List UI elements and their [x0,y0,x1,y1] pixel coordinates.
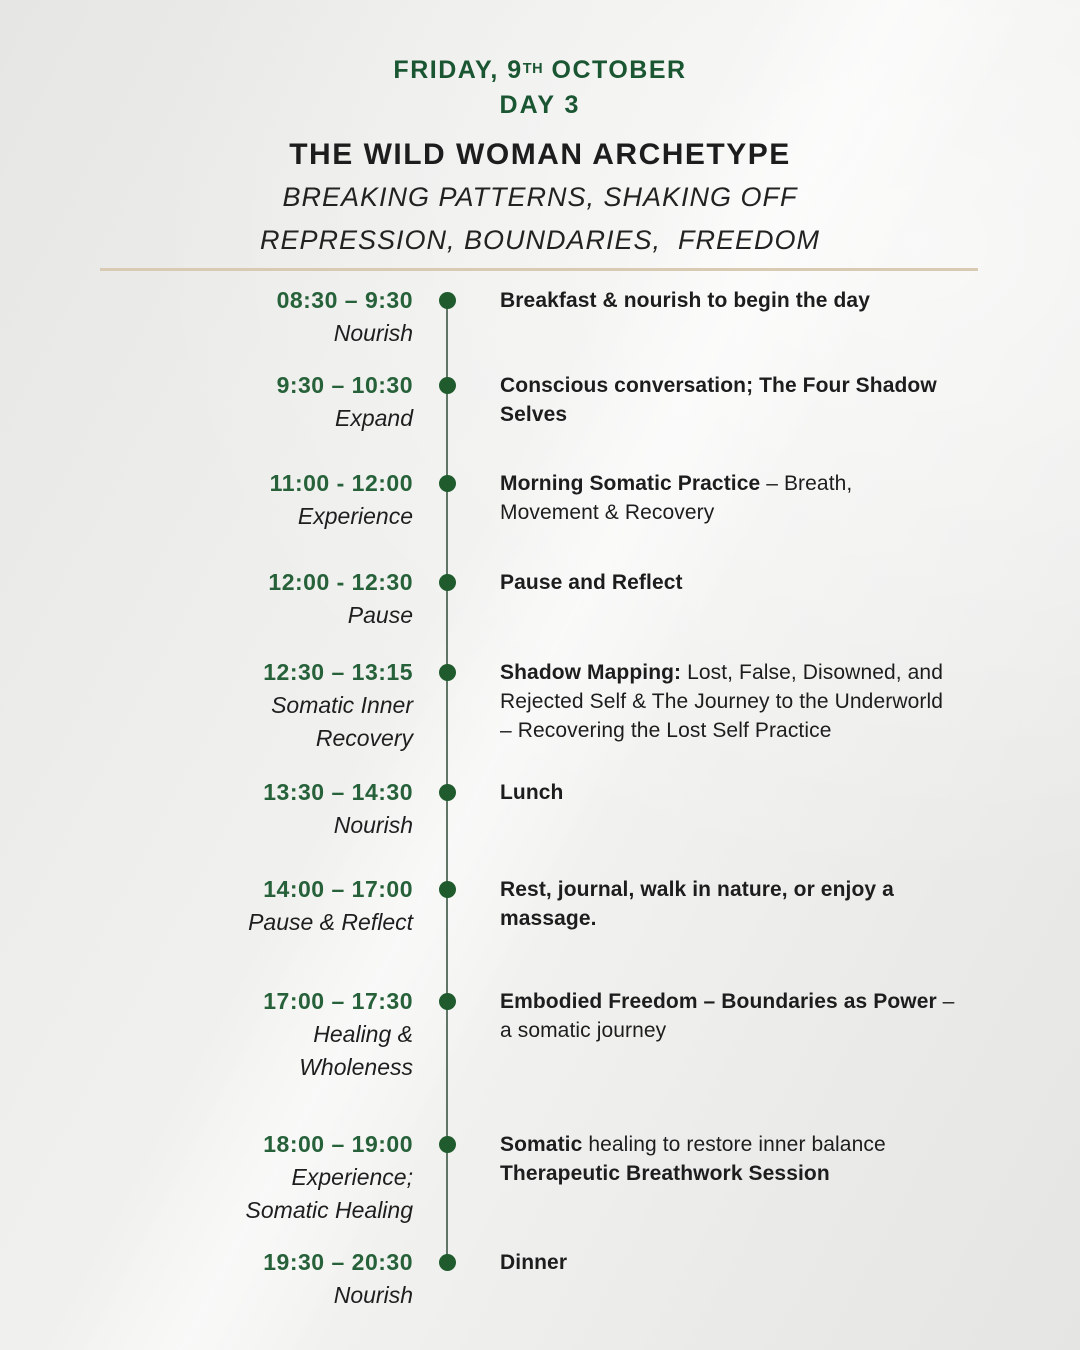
activity-description [500,568,955,597]
schedule-row [0,1127,1080,1227]
description-segment: Breakfast & nourish to begin the day [500,289,870,312]
divider [100,268,978,271]
description-segment: Rest, journal, walk in nature, or enjoy a massage. [500,878,894,930]
schedule-row [0,872,1080,939]
theme-label: Nourish [333,1282,413,1308]
timeline-dot-icon [439,574,456,591]
schedule-row-left [0,775,413,842]
description-segment: healing to restore inner balance [582,1133,886,1156]
activity-description [500,778,955,807]
description-segment: Lunch [500,781,564,804]
timeline-dot-icon [439,292,456,309]
theme-label: Healing & Wholeness [299,1021,413,1080]
schedule-row-left [0,466,413,533]
schedule-row-left [0,565,413,632]
theme-label: Expand [334,405,413,431]
schedule-timeline [0,283,1080,1312]
schedule-row-right [481,1245,1080,1277]
time-range: 19:30 – 20:30 [263,1249,413,1275]
header [0,53,1080,262]
timeline-dot-icon [439,784,456,801]
schedule-row-mid [413,368,481,435]
schedule-row-right [481,368,1080,429]
time-range: 14:00 – 17:00 [263,876,413,902]
schedule-row-right [481,283,1080,315]
description-segment: Dinner [500,1251,568,1274]
schedule-row-mid [413,1245,481,1312]
schedule-row [0,466,1080,533]
activity-description [500,1248,955,1277]
schedule-row-left [0,368,413,435]
schedule-row-right [481,466,1080,527]
description-segment: Lost, False, Disowned, and Rejected Self & The Journey to the Underworld – Recovering the Lost Self Practice [500,661,944,742]
schedule-row-mid [413,872,481,939]
subtitle-line-2: REPRESSION, BOUNDARIES, FREEDOM [259,225,821,255]
schedule-row-left [0,283,413,350]
schedule-row-right [481,872,1080,933]
description-segment: Therapeutic Breathwork Session [500,1162,830,1185]
schedule-row-left [0,655,413,755]
page-title: THE WILD WOMAN ARCHETYPE [289,138,791,171]
timeline-dot-icon [439,1136,456,1153]
schedule-row [0,775,1080,842]
timeline-dot-icon [439,664,456,681]
activity-description [500,1130,955,1188]
time-range: 08:30 – 9:30 [276,287,413,313]
theme-label: Somatic Inner Recovery [271,692,413,751]
schedule-row-mid [413,775,481,842]
activity-description [500,469,955,527]
activity-description [500,875,955,933]
schedule-row [0,368,1080,435]
theme-label: Experience; Somatic Healing [245,1164,413,1223]
schedule-row-mid [413,283,481,350]
time-range: 12:30 – 13:15 [263,659,413,685]
description-segment: – Breath, Movement & Recovery [500,472,853,524]
schedule-row-right [481,775,1080,807]
theme-label: Nourish [333,320,413,346]
schedule-row-right [481,565,1080,597]
time-range: 18:00 – 19:00 [263,1131,413,1157]
time-range: 11:00 - 12:00 [269,470,413,496]
description-segment: Embodied Freedom – Boundaries as Power [500,990,937,1013]
theme-label: Pause & Reflect [248,909,413,935]
schedule-row-mid [413,655,481,755]
schedule-row [0,984,1080,1084]
time-range: 13:30 – 14:30 [263,779,413,805]
description-segment: Pause and Reflect [500,571,683,594]
schedule-row [0,283,1080,350]
schedule-row-right [481,655,1080,745]
activity-description [500,658,955,745]
time-range: 17:00 – 17:30 [263,988,413,1014]
schedule-row-left [0,872,413,939]
schedule-row-mid [413,565,481,632]
schedule-row-mid [413,466,481,533]
activity-description [500,987,955,1045]
description-segment: Morning Somatic Practice [500,472,761,495]
timeline-dot-icon [439,993,456,1010]
schedule-row [0,655,1080,755]
schedule-row [0,1245,1080,1312]
schedule-row-mid [413,1127,481,1227]
date-suffix: OCTOBER [543,56,687,84]
subtitle-line-1: BREAKING PATTERNS, SHAKING OFF [282,182,798,212]
date-prefix: FRIDAY, 9 [393,56,523,84]
time-range: 9:30 – 10:30 [276,372,413,398]
schedule-row-left [0,1245,413,1312]
schedule-row-right [481,984,1080,1045]
description-segment: Shadow Mapping: [500,661,682,684]
activity-description [500,371,955,429]
timeline-dot-icon [439,1254,456,1271]
timeline-dot-icon [439,377,456,394]
activity-description [500,286,955,315]
description-segment: Conscious conversation; The Four Shadow Selves [500,374,937,426]
theme-label: Experience [297,503,413,529]
theme-label: Nourish [333,812,413,838]
time-range: 12:00 - 12:30 [268,569,413,595]
schedule-row [0,565,1080,632]
schedule-row-right [481,1127,1080,1188]
schedule-row-left [0,1127,413,1227]
timeline-dot-icon [439,475,456,492]
date-heading [0,53,1080,87]
timeline-dot-icon [439,881,456,898]
day-heading: DAY 3 [499,91,581,119]
description-segment: – a somatic journey [500,990,955,1042]
schedule-row-left [0,984,413,1084]
schedule-row-mid [413,984,481,1084]
date-ordinal-superscript: TH [522,61,544,77]
description-segment: Somatic [500,1133,583,1156]
theme-label: Pause [347,602,413,628]
